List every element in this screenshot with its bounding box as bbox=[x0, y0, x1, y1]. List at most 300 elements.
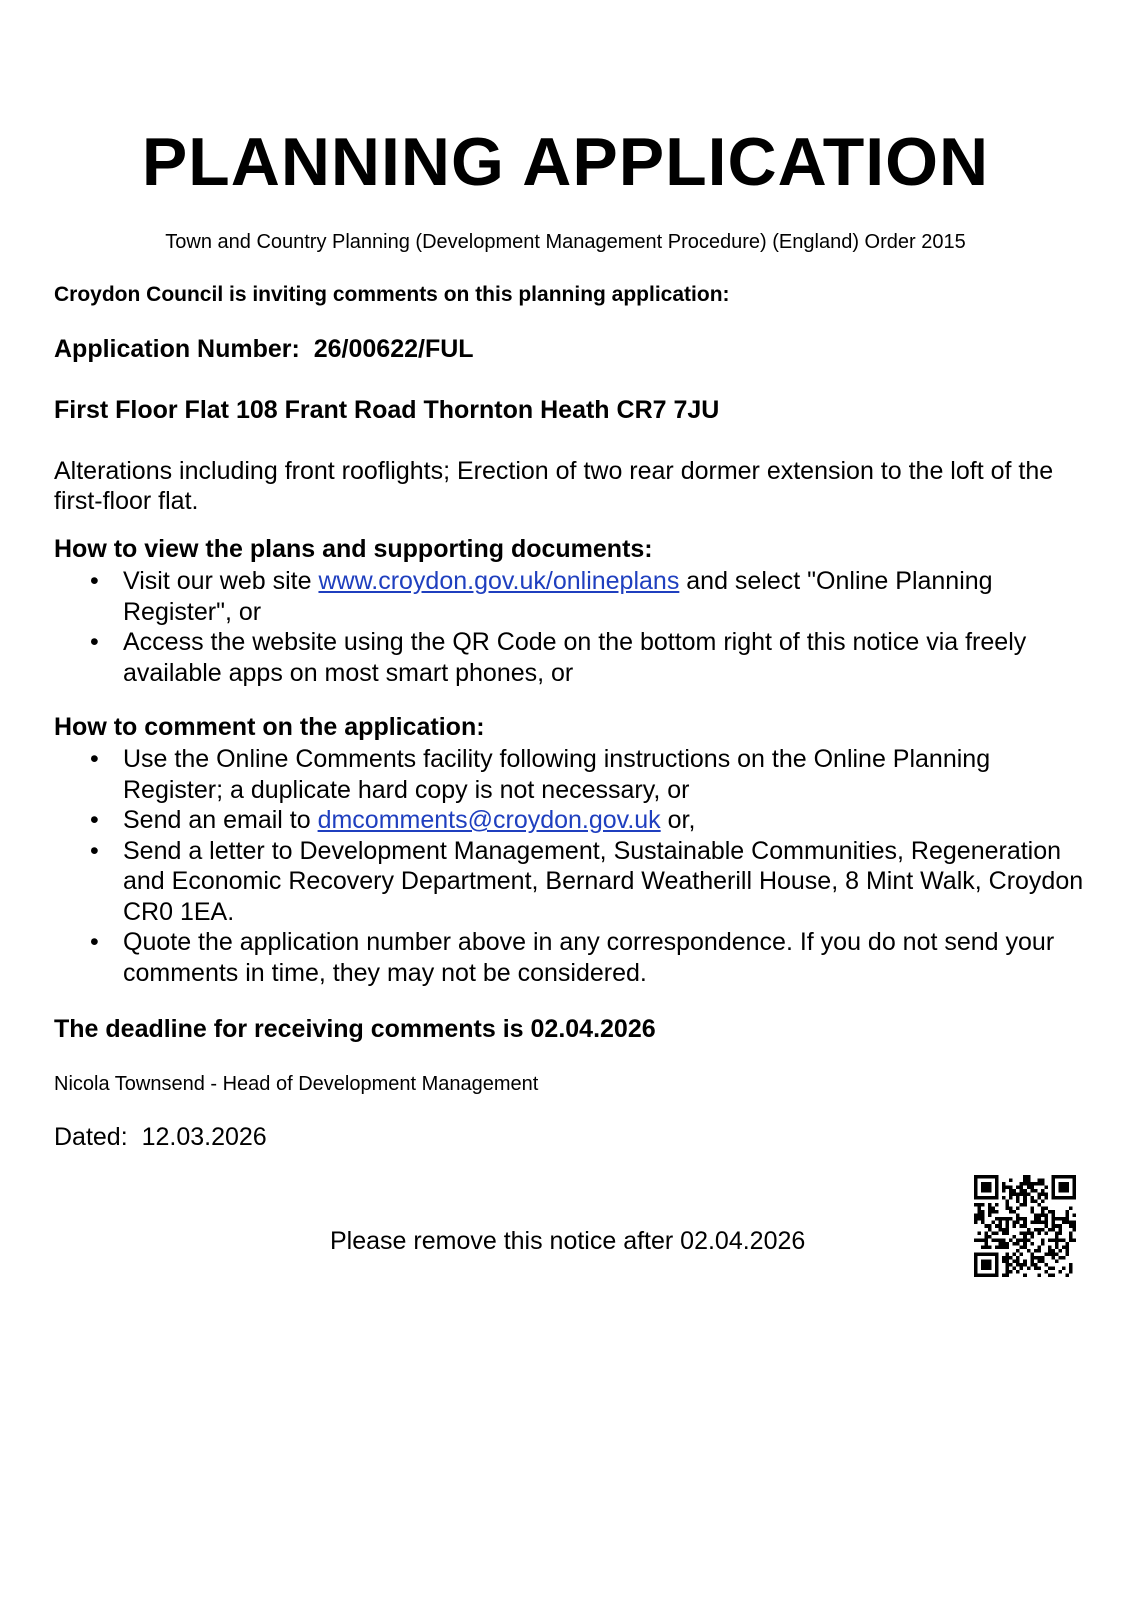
qr-module bbox=[1069, 1235, 1073, 1239]
qr-module bbox=[1069, 1224, 1073, 1228]
qr-module bbox=[978, 1238, 982, 1242]
qr-module bbox=[1016, 1200, 1020, 1204]
qr-module bbox=[1037, 1259, 1041, 1263]
qr-module bbox=[1062, 1245, 1066, 1249]
qr-module bbox=[1020, 1231, 1024, 1235]
qr-module bbox=[1058, 1228, 1062, 1232]
qr-module bbox=[985, 1263, 989, 1267]
view-plans-heading: How to view the plans and supporting documents: bbox=[54, 535, 653, 563]
qr-module bbox=[1006, 1186, 1010, 1190]
qr-module bbox=[1065, 1252, 1069, 1256]
qr-module bbox=[981, 1263, 985, 1267]
qr-module bbox=[1062, 1217, 1066, 1221]
qr-module bbox=[1009, 1217, 1013, 1221]
qr-module bbox=[1002, 1242, 1006, 1246]
qr-module bbox=[1051, 1266, 1055, 1270]
qr-module bbox=[1030, 1235, 1034, 1239]
qr-module bbox=[1051, 1196, 1055, 1200]
qr-module bbox=[1037, 1231, 1041, 1235]
qr-module bbox=[1044, 1252, 1048, 1256]
qr-module bbox=[988, 1189, 992, 1193]
qr-module bbox=[1027, 1193, 1031, 1197]
qr-module bbox=[1041, 1193, 1045, 1197]
qr-module bbox=[1020, 1186, 1024, 1190]
qr-module bbox=[1037, 1182, 1041, 1186]
qr-module bbox=[1065, 1249, 1069, 1253]
qr-module bbox=[1006, 1245, 1010, 1249]
qr-module bbox=[1055, 1231, 1059, 1235]
qr-module bbox=[1062, 1238, 1066, 1242]
qr-module bbox=[1006, 1200, 1010, 1204]
qr-module bbox=[1048, 1273, 1052, 1277]
qr-module bbox=[1013, 1221, 1017, 1225]
qr-module bbox=[1034, 1221, 1038, 1225]
qr-module bbox=[1037, 1193, 1041, 1197]
qr-module bbox=[1006, 1231, 1010, 1235]
qr-module bbox=[1055, 1238, 1059, 1242]
qr-module bbox=[1013, 1259, 1017, 1263]
qr-module bbox=[1065, 1182, 1069, 1186]
qr-module bbox=[1051, 1224, 1055, 1228]
qr-module bbox=[1006, 1217, 1010, 1221]
qr-module bbox=[1062, 1266, 1066, 1270]
qr-module bbox=[1048, 1245, 1052, 1249]
qr-module bbox=[1058, 1249, 1062, 1253]
qr-module bbox=[1020, 1203, 1024, 1207]
qr-module bbox=[1048, 1252, 1052, 1256]
qr-module bbox=[978, 1207, 982, 1211]
qr-module bbox=[1037, 1256, 1041, 1260]
qr-module bbox=[988, 1207, 992, 1211]
qr-module bbox=[1041, 1200, 1045, 1204]
qr-module bbox=[1037, 1273, 1041, 1277]
qr-module bbox=[1030, 1263, 1034, 1267]
qr-module bbox=[1041, 1238, 1045, 1242]
qr-module bbox=[1020, 1224, 1024, 1228]
qr-module bbox=[1030, 1200, 1034, 1204]
qr-module bbox=[1048, 1249, 1052, 1253]
qr-module bbox=[1023, 1175, 1027, 1179]
qr-module bbox=[1006, 1270, 1010, 1274]
qr-module bbox=[1016, 1256, 1020, 1260]
qr-module bbox=[1002, 1259, 1006, 1263]
qr-module bbox=[1065, 1273, 1069, 1277]
qr-module bbox=[995, 1266, 999, 1270]
dated-label: Dated: bbox=[54, 1123, 128, 1151]
signatory: Nicola Townsend - Head of Development Management bbox=[54, 1073, 539, 1095]
list-item bbox=[54, 836, 1094, 928]
qr-module bbox=[1065, 1214, 1069, 1218]
qr-module bbox=[1044, 1217, 1048, 1221]
bullet-icon: • bbox=[90, 567, 99, 595]
qr-module bbox=[1044, 1186, 1048, 1190]
qr-module bbox=[1055, 1235, 1059, 1239]
qr-module bbox=[1041, 1207, 1045, 1211]
qr-module bbox=[978, 1203, 982, 1207]
qr-module bbox=[1058, 1182, 1062, 1186]
qr-module bbox=[1044, 1231, 1048, 1235]
qr-module bbox=[988, 1214, 992, 1218]
qr-module bbox=[995, 1179, 999, 1183]
qr-module bbox=[981, 1245, 985, 1249]
qr-module bbox=[1030, 1252, 1034, 1256]
qr-module bbox=[1002, 1256, 1006, 1260]
qr-module bbox=[1051, 1249, 1055, 1253]
qr-module bbox=[1041, 1221, 1045, 1225]
qr-module bbox=[999, 1224, 1003, 1228]
qr-module bbox=[988, 1235, 992, 1239]
qr-module bbox=[1058, 1186, 1062, 1190]
qr-module bbox=[1051, 1179, 1055, 1183]
qr-module bbox=[1041, 1259, 1045, 1263]
comment-deadline: The deadline for receiving comments is 02.04.2026 bbox=[54, 1015, 656, 1043]
qr-module bbox=[1006, 1228, 1010, 1232]
qr-module bbox=[1020, 1189, 1024, 1193]
bullet-icon: • bbox=[90, 928, 99, 956]
dated-value: 12.03.2026 bbox=[141, 1123, 267, 1151]
qr-module bbox=[1055, 1224, 1059, 1228]
qr-module bbox=[1034, 1256, 1038, 1260]
qr-module bbox=[1051, 1228, 1055, 1232]
qr-module bbox=[1006, 1221, 1010, 1225]
qr-module bbox=[1013, 1189, 1017, 1193]
qr-module bbox=[978, 1210, 982, 1214]
qr-module bbox=[1041, 1179, 1045, 1183]
remove-notice-text: Please remove this notice after 02.04.2026 bbox=[330, 1227, 806, 1255]
list-item bbox=[54, 744, 1094, 805]
intro-text: Croydon Council is inviting comments on this planning application: bbox=[54, 283, 730, 306]
qr-module bbox=[1023, 1263, 1027, 1267]
qr-module bbox=[988, 1175, 992, 1179]
qr-module bbox=[985, 1235, 989, 1239]
qr-module bbox=[1072, 1196, 1076, 1200]
qr-module bbox=[981, 1266, 985, 1270]
qr-module bbox=[992, 1252, 996, 1256]
qr-module bbox=[1023, 1182, 1027, 1186]
qr-module bbox=[1058, 1238, 1062, 1242]
qr-module bbox=[1072, 1175, 1076, 1179]
qr-module bbox=[1023, 1203, 1027, 1207]
qr-module bbox=[1069, 1238, 1073, 1242]
qr-module bbox=[1027, 1238, 1031, 1242]
qr-module bbox=[1051, 1210, 1055, 1214]
qr-module bbox=[1030, 1210, 1034, 1214]
qr-module bbox=[1051, 1217, 1055, 1221]
qr-module bbox=[1009, 1196, 1013, 1200]
qr-module bbox=[981, 1175, 985, 1179]
qr-module bbox=[1030, 1221, 1034, 1225]
qr-module bbox=[1013, 1224, 1017, 1228]
qr-module bbox=[1048, 1228, 1052, 1232]
qr-module bbox=[1023, 1193, 1027, 1197]
comments-email-link[interactable]: dmcomments@croydon.gov.uk bbox=[317, 806, 661, 834]
qr-module bbox=[1027, 1249, 1031, 1253]
qr-module bbox=[1072, 1214, 1076, 1218]
qr-module bbox=[992, 1210, 996, 1214]
qr-module bbox=[1006, 1273, 1010, 1277]
qr-module bbox=[1037, 1217, 1041, 1221]
qr-module bbox=[995, 1182, 999, 1186]
qr-module bbox=[978, 1231, 982, 1235]
qr-module bbox=[1062, 1256, 1066, 1260]
qr-module bbox=[1044, 1193, 1048, 1197]
qr-module bbox=[974, 1266, 978, 1270]
qr-module bbox=[1016, 1214, 1020, 1218]
bullet-icon: • bbox=[90, 745, 99, 773]
qr-module bbox=[1030, 1231, 1034, 1235]
qr-module bbox=[1030, 1242, 1034, 1246]
qr-module bbox=[974, 1189, 978, 1193]
qr-module bbox=[992, 1221, 996, 1225]
qr-module bbox=[1023, 1259, 1027, 1263]
qr-module bbox=[1034, 1249, 1038, 1253]
qr-module bbox=[974, 1252, 978, 1256]
online-plans-link[interactable]: www.croydon.gov.uk/onlineplans bbox=[318, 567, 680, 595]
qr-module bbox=[985, 1245, 989, 1249]
qr-module bbox=[1002, 1182, 1006, 1186]
qr-module bbox=[995, 1252, 999, 1256]
qr-module bbox=[1030, 1186, 1034, 1190]
qr-module bbox=[1016, 1270, 1020, 1274]
qr-module bbox=[1065, 1186, 1069, 1190]
view-plans-section bbox=[54, 534, 1094, 688]
qr-module bbox=[985, 1196, 989, 1200]
qr-module bbox=[985, 1182, 989, 1186]
qr-module bbox=[974, 1193, 978, 1197]
qr-module bbox=[1027, 1182, 1031, 1186]
qr-module bbox=[1072, 1189, 1076, 1193]
qr-module bbox=[1072, 1221, 1076, 1225]
qr-module bbox=[999, 1245, 1003, 1249]
qr-module bbox=[1055, 1252, 1059, 1256]
qr-module bbox=[1065, 1196, 1069, 1200]
qr-module bbox=[981, 1238, 985, 1242]
qr-module bbox=[1034, 1200, 1038, 1204]
proposal-description: Alterations including front rooflights; Erection of two rear dormer extension to the loft of the first-floor flat. bbox=[54, 457, 1054, 515]
qr-module bbox=[1058, 1270, 1062, 1274]
qr-module bbox=[985, 1186, 989, 1190]
qr-module bbox=[992, 1196, 996, 1200]
qr-module bbox=[1034, 1217, 1038, 1221]
qr-module bbox=[981, 1203, 985, 1207]
qr-module bbox=[1065, 1189, 1069, 1193]
qr-module bbox=[1055, 1217, 1059, 1221]
qr-module bbox=[1020, 1245, 1024, 1249]
qr-module bbox=[985, 1242, 989, 1246]
qr-module bbox=[1072, 1224, 1076, 1228]
qr-module bbox=[1020, 1238, 1024, 1242]
qr-module bbox=[1034, 1189, 1038, 1193]
qr-module bbox=[988, 1203, 992, 1207]
qr-module bbox=[981, 1189, 985, 1193]
qr-module bbox=[995, 1245, 999, 1249]
qr-module bbox=[1048, 1210, 1052, 1214]
qr-module bbox=[1006, 1263, 1010, 1267]
qr-module bbox=[1069, 1175, 1073, 1179]
qr-module bbox=[1020, 1193, 1024, 1197]
qr-module bbox=[1023, 1235, 1027, 1239]
qr-module bbox=[974, 1217, 978, 1221]
qr-module bbox=[974, 1238, 978, 1242]
qr-module bbox=[1034, 1182, 1038, 1186]
qr-module bbox=[992, 1231, 996, 1235]
qr-module bbox=[1072, 1193, 1076, 1197]
qr-module bbox=[988, 1224, 992, 1228]
qr-module bbox=[988, 1210, 992, 1214]
qr-module bbox=[1034, 1228, 1038, 1232]
qr-module bbox=[1002, 1196, 1006, 1200]
qr-module bbox=[1002, 1189, 1006, 1193]
qr-module bbox=[1023, 1273, 1027, 1277]
qr-module bbox=[1062, 1221, 1066, 1225]
qr-module bbox=[1002, 1238, 1006, 1242]
qr-module bbox=[1023, 1238, 1027, 1242]
qr-module bbox=[995, 1186, 999, 1190]
qr-module bbox=[995, 1193, 999, 1197]
qr-module bbox=[974, 1175, 978, 1179]
qr-module bbox=[974, 1221, 978, 1225]
qr-module bbox=[1062, 1182, 1066, 1186]
qr-module bbox=[1009, 1189, 1013, 1193]
qr-module bbox=[988, 1196, 992, 1200]
qr-module bbox=[1069, 1207, 1073, 1211]
qr-module bbox=[981, 1214, 985, 1218]
qr-module bbox=[1016, 1221, 1020, 1225]
qr-module bbox=[988, 1263, 992, 1267]
qr-module bbox=[992, 1238, 996, 1242]
qr-module bbox=[992, 1175, 996, 1179]
qr-module bbox=[995, 1217, 999, 1221]
qr-module bbox=[1002, 1228, 1006, 1232]
qr-module bbox=[1044, 1207, 1048, 1211]
qr-module bbox=[1002, 1245, 1006, 1249]
qr-module bbox=[978, 1175, 982, 1179]
qr-module bbox=[1006, 1242, 1010, 1246]
qr-module bbox=[1016, 1217, 1020, 1221]
qr-module bbox=[1030, 1182, 1034, 1186]
comment-item2-text-after: or, bbox=[660, 806, 696, 834]
qr-module bbox=[1058, 1256, 1062, 1260]
qr-module bbox=[1027, 1179, 1031, 1183]
qr-module bbox=[1051, 1193, 1055, 1197]
qr-module bbox=[985, 1266, 989, 1270]
qr-module bbox=[1044, 1263, 1048, 1267]
qr-module bbox=[999, 1217, 1003, 1221]
qr-module bbox=[1023, 1217, 1027, 1221]
qr-module bbox=[988, 1273, 992, 1277]
qr-module bbox=[995, 1210, 999, 1214]
qr-module bbox=[995, 1256, 999, 1260]
qr-module bbox=[1023, 1221, 1027, 1225]
qr-module bbox=[1016, 1259, 1020, 1263]
qr-code-icon[interactable] bbox=[974, 1175, 1076, 1277]
bullet-icon: • bbox=[90, 628, 99, 656]
qr-module bbox=[1030, 1207, 1034, 1211]
qr-module bbox=[1006, 1207, 1010, 1211]
qr-module bbox=[974, 1273, 978, 1277]
qr-module bbox=[1041, 1256, 1045, 1260]
comment-item2-text-before: Send an email to bbox=[123, 806, 318, 834]
qr-module bbox=[1051, 1252, 1055, 1256]
qr-module bbox=[992, 1207, 996, 1211]
qr-module bbox=[981, 1186, 985, 1190]
qr-module bbox=[1009, 1179, 1013, 1183]
qr-module bbox=[1058, 1224, 1062, 1228]
qr-module bbox=[1041, 1214, 1045, 1218]
qr-module bbox=[1023, 1245, 1027, 1249]
qr-module bbox=[1034, 1266, 1038, 1270]
qr-module bbox=[981, 1252, 985, 1256]
qr-module bbox=[1016, 1186, 1020, 1190]
qr-module bbox=[1051, 1175, 1055, 1179]
qr-module bbox=[995, 1270, 999, 1274]
qr-module bbox=[1065, 1217, 1069, 1221]
qr-module bbox=[1051, 1214, 1055, 1218]
qr-module bbox=[1051, 1182, 1055, 1186]
qr-module bbox=[1020, 1182, 1024, 1186]
qr-module bbox=[1009, 1207, 1013, 1211]
qr-module bbox=[1027, 1186, 1031, 1190]
qr-module bbox=[1023, 1189, 1027, 1193]
qr-module bbox=[988, 1182, 992, 1186]
qr-module bbox=[995, 1263, 999, 1267]
qr-module bbox=[1030, 1256, 1034, 1260]
qr-module bbox=[1013, 1210, 1017, 1214]
qr-module bbox=[1051, 1221, 1055, 1225]
qr-module bbox=[1051, 1256, 1055, 1260]
qr-module bbox=[974, 1270, 978, 1274]
qr-module bbox=[1041, 1210, 1045, 1214]
qr-module bbox=[978, 1252, 982, 1256]
qr-module bbox=[1009, 1263, 1013, 1267]
qr-module bbox=[1069, 1266, 1073, 1270]
qr-module bbox=[974, 1214, 978, 1218]
qr-module bbox=[1013, 1193, 1017, 1197]
qr-module bbox=[995, 1196, 999, 1200]
qr-module bbox=[1044, 1196, 1048, 1200]
comment-section bbox=[54, 712, 1094, 988]
qr-module bbox=[974, 1182, 978, 1186]
qr-module bbox=[981, 1221, 985, 1225]
list-item bbox=[54, 927, 1094, 988]
qr-module bbox=[988, 1228, 992, 1232]
qr-module bbox=[1037, 1249, 1041, 1253]
qr-module bbox=[1030, 1259, 1034, 1263]
view-item2-text: Access the website using the QR Code on the bottom right of this notice via freely available apps on most smart phones, or bbox=[123, 628, 1027, 687]
qr-module bbox=[1044, 1270, 1048, 1274]
qr-module bbox=[1034, 1263, 1038, 1267]
qr-module bbox=[1002, 1217, 1006, 1221]
list-item bbox=[54, 566, 1094, 627]
qr-module bbox=[995, 1224, 999, 1228]
qr-module bbox=[1016, 1207, 1020, 1211]
qr-module bbox=[1013, 1252, 1017, 1256]
qr-module bbox=[1009, 1238, 1013, 1242]
application-number-line bbox=[54, 334, 474, 364]
qr-module bbox=[1072, 1182, 1076, 1186]
qr-module bbox=[1065, 1210, 1069, 1214]
qr-module bbox=[985, 1189, 989, 1193]
qr-module bbox=[999, 1228, 1003, 1232]
qr-module bbox=[1051, 1186, 1055, 1190]
qr-module bbox=[1069, 1231, 1073, 1235]
qr-module bbox=[1037, 1245, 1041, 1249]
qr-module bbox=[1016, 1242, 1020, 1246]
qr-module bbox=[1027, 1266, 1031, 1270]
qr-module bbox=[1037, 1228, 1041, 1232]
qr-module bbox=[1023, 1231, 1027, 1235]
qr-module bbox=[981, 1217, 985, 1221]
